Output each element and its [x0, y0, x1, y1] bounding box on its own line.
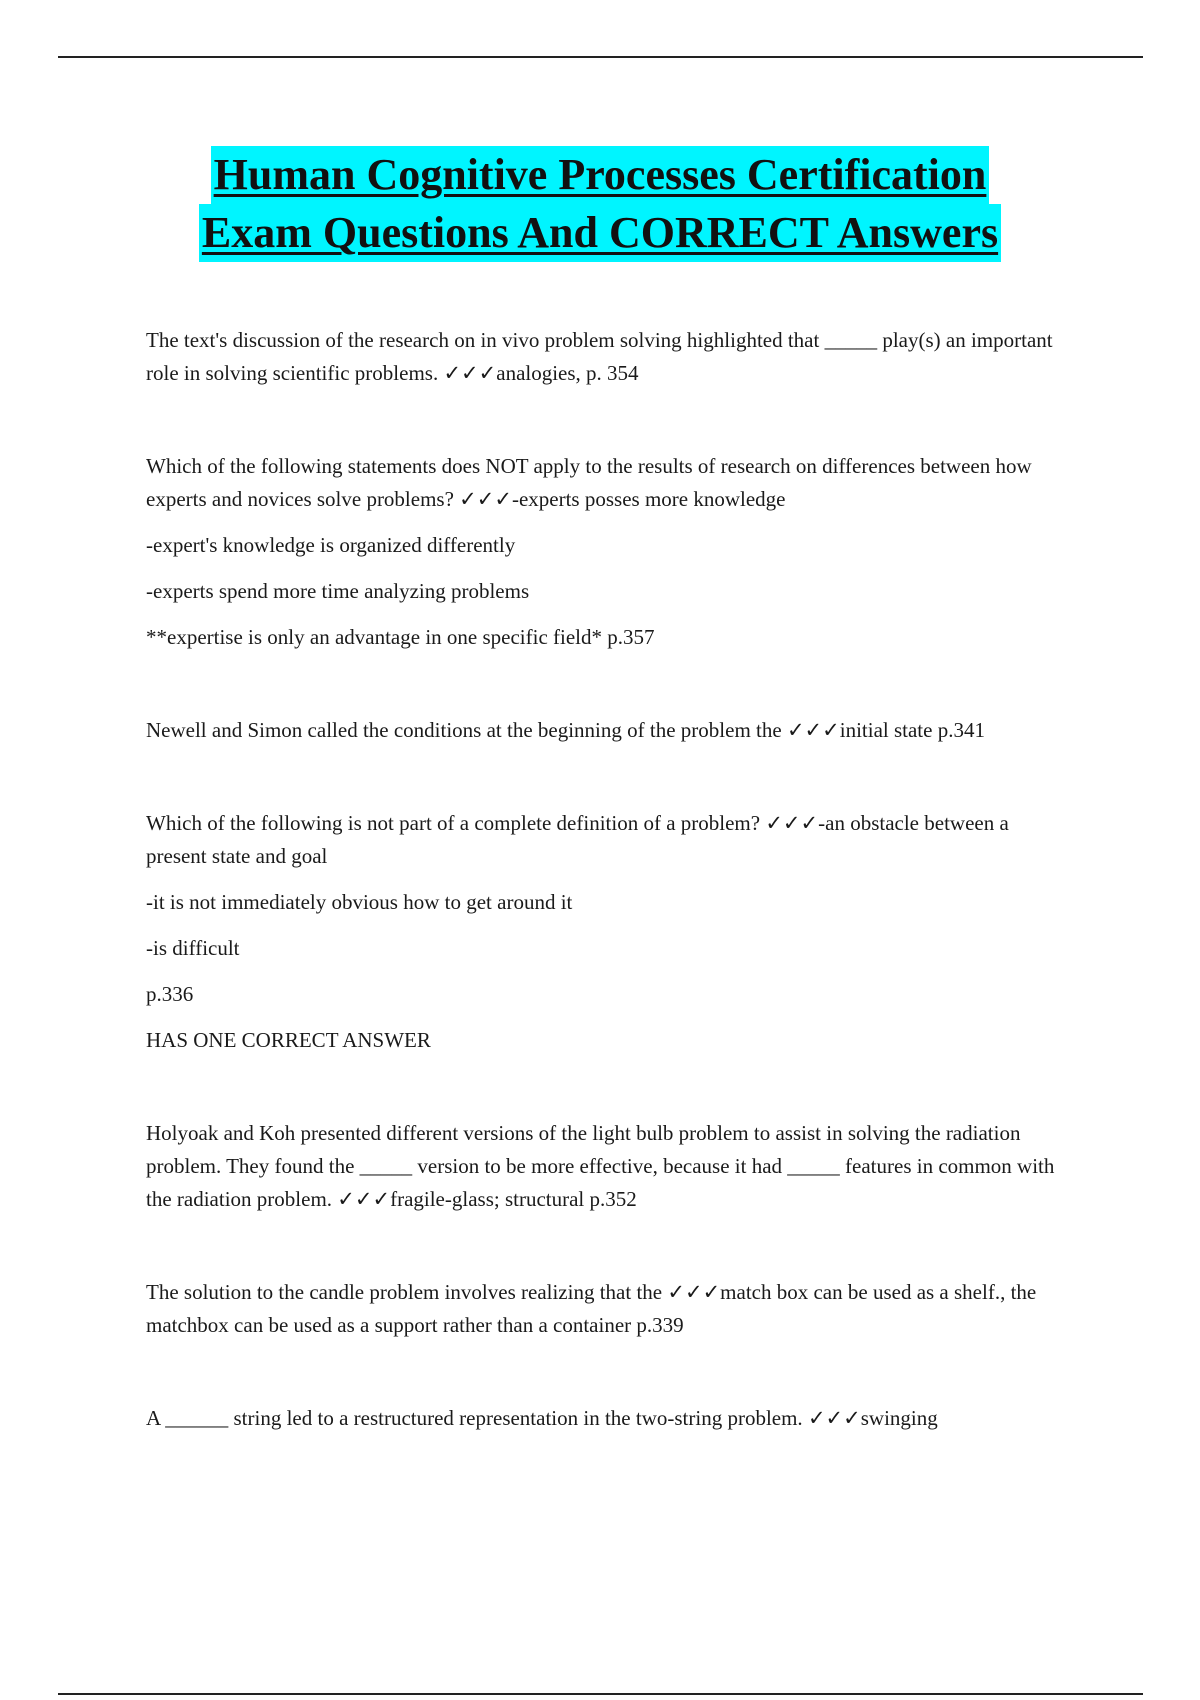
checkmark-icon: ✓✓✓ — [667, 1280, 721, 1304]
question-text: A ______ string led to a restructured representation in the two-string problem. — [146, 1406, 803, 1430]
page-title — [0, 146, 1200, 262]
question-text: Which of the following statements does NOT apply to the results of research on differences between how experts and novices solve problems? — [146, 454, 1032, 511]
header-rule — [58, 56, 1143, 58]
checkmark-icon: ✓✓✓ — [443, 361, 497, 385]
answer-extra-line: -is difficult — [146, 936, 240, 960]
qa-item — [146, 324, 1056, 390]
footer-rule — [58, 1693, 1143, 1695]
qa-question-line — [146, 450, 1056, 516]
qa-question-line — [146, 324, 1056, 390]
answer-extra-line: -experts spend more time analyzing problems — [146, 579, 530, 603]
qa-item — [146, 714, 1056, 747]
answer-extra-line: **expertise is only an advantage in one specific field* p.357 — [146, 625, 655, 649]
answer-extra-line: p.336 — [146, 982, 194, 1006]
checkmark-icon: ✓✓✓ — [459, 487, 512, 511]
question-text: Newell and Simon called the conditions at the beginning of the problem the — [146, 718, 782, 742]
answer-text: match box can be used as a shelf., the matchbox can be used as a support rather than a container p.339 — [146, 1280, 1037, 1337]
question-text: Holyoak and Koh presented different versions of the light bulb problem to assist in solving the radiation problem. They found the _____ version to be more effective, because it had _____ features in common with the radiation problem. — [146, 1121, 1055, 1211]
question-text: The solution to the candle problem involves realizing that the — [146, 1280, 663, 1304]
answer-extra-line: -expert's knowledge is organized differently — [146, 533, 516, 557]
answer-text: initial state p.341 — [839, 718, 985, 742]
answer-text: -experts posses more knowledge — [511, 487, 786, 511]
answer-text: -an obstacle between a present state and goal — [146, 811, 1009, 868]
qa-question-line — [146, 1117, 1056, 1216]
title-line-1: Human Cognitive Processes Certification — [211, 146, 990, 204]
qa-question-line — [146, 1276, 1056, 1342]
question-text: Which of the following is not part of a complete definition of a problem? — [146, 811, 761, 835]
answer-text: analogies, p. 354 — [496, 361, 639, 385]
qa-item — [146, 1276, 1056, 1342]
qa-item — [146, 450, 1056, 654]
answer-text: fragile-glass; structural p.352 — [390, 1187, 637, 1211]
answer-extra-line: -it is not immediately obvious how to get around it — [146, 890, 573, 914]
checkmark-icon: ✓✓✓ — [807, 1406, 861, 1430]
question-text: The text's discussion of the research on in vivo problem solving highlighted that _____ play(s) an important role in solving scientific problems. — [146, 328, 1053, 385]
qa-list — [146, 324, 1056, 1435]
answer-extra-line: HAS ONE CORRECT ANSWER — [146, 1028, 431, 1052]
qa-question-line — [146, 1402, 1056, 1435]
answer-text: swinging — [860, 1406, 938, 1430]
qa-item — [146, 1402, 1056, 1435]
checkmark-icon: ✓✓✓ — [786, 718, 840, 742]
qa-item — [146, 1117, 1056, 1216]
title-line-2: Exam Questions And CORRECT Answers — [199, 204, 1001, 262]
checkmark-icon: ✓✓✓ — [337, 1187, 391, 1211]
checkmark-icon: ✓✓✓ — [765, 811, 819, 835]
qa-question-line — [146, 714, 1056, 747]
qa-item — [146, 807, 1056, 1057]
qa-question-line — [146, 807, 1056, 873]
